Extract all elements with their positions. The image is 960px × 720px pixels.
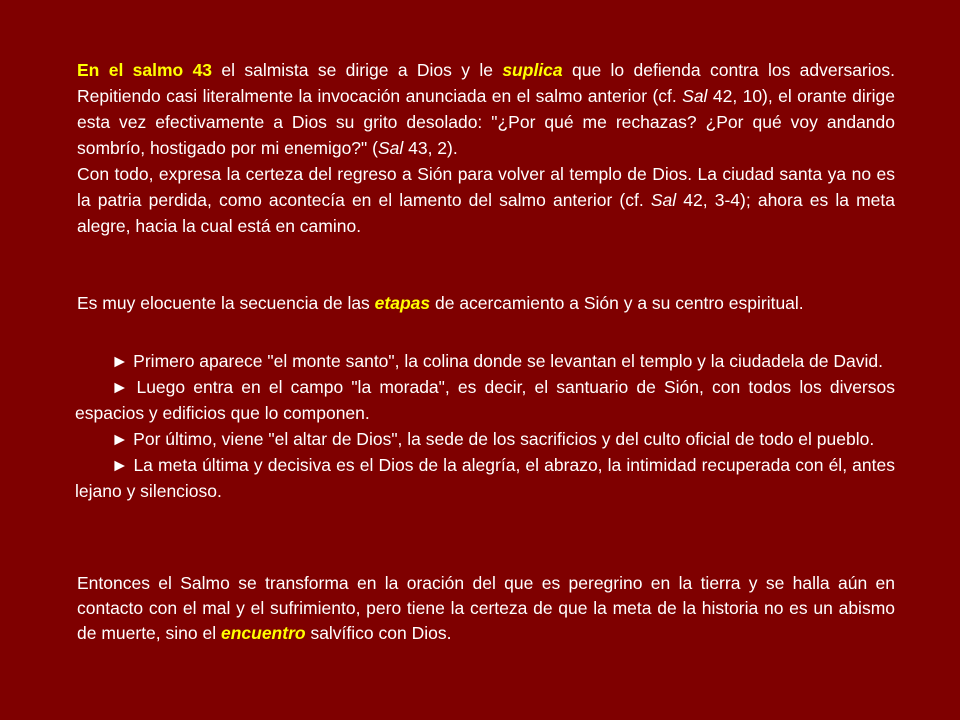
list-item: ► La meta última y decisiva es el Dios de la alegría, el abrazo, la intimidad recuperada con él, antes lejano y silencioso. <box>75 455 895 501</box>
intro-p2-text-1: Con todo, expresa la certeza del regreso a Sión para volver al templo de Dios. La ciudad santa ya no es la patria perdida, como acontecía en el lamento del salmo anterior (cf. <box>77 164 895 210</box>
intro-paragraph-1 <box>77 57 895 161</box>
intro-block <box>77 57 895 239</box>
etapas-highlight: etapas <box>374 293 431 313</box>
list-item: ► Por último, viene "el altar de Dios", la sede de los sacrificios y del culto oficial de todo el pueblo. <box>111 429 875 449</box>
stages-text-1: Es muy elocuente la secuencia de las <box>77 293 375 313</box>
conclusion-text-2: salvífico con Dios. <box>305 623 452 643</box>
conclusion-text-1: Entonces el Salmo se transforma en la oración del que es peregrino en la tierra y se halla aún en contacto con el mal y el sufrimiento, pero tiene la certeza de que la meta de la historia no es un abismo de muerte, sino el <box>77 573 895 643</box>
intro-text-4: 43, 2). <box>403 138 458 158</box>
stages-paragraph <box>77 290 895 316</box>
sal-reference-3: Sal <box>650 190 677 210</box>
intro-text-1: el salmista se dirige a Dios y le <box>212 60 503 80</box>
list-item: ► Luego entra en el campo "la morada", es decir, el santuario de Sión, con todos los diversos espacios y edificios que lo componen. <box>75 377 895 423</box>
encuentro-highlight: encuentro <box>220 623 306 643</box>
intro-text-3: 42, 10), el orante dirige esta vez efectivamente a Dios su grito desolado: "¿Por qué me rechazas? ¿Por qué voy andando sombrío, hostigado por mi enemigo?" ( <box>77 86 895 158</box>
stages-block <box>77 290 895 316</box>
stages-text-2: de acercamiento a Sión y a su centro espiritual. <box>430 293 804 313</box>
list-item: ► Primero aparece "el monte santo", la colina donde se levantan el templo y la ciudadela de David. <box>111 351 883 371</box>
sal-reference-2: Sal <box>377 138 404 158</box>
psalm-highlight: En el salmo 43 <box>77 60 213 80</box>
intro-text-2: que lo defienda contra los adversarios. Repitiendo casi literalmente la invocación anunciada en el salmo anterior (cf. <box>77 60 895 106</box>
suplica-highlight: suplica <box>502 60 563 80</box>
intro-paragraph-2 <box>77 161 895 239</box>
conclusion-paragraph <box>77 571 895 646</box>
conclusion-block <box>77 571 895 646</box>
stages-list <box>75 348 895 504</box>
sal-reference-1: Sal <box>682 86 708 106</box>
intro-p2-text-2: 42, 3-4); ahora es la meta alegre, hacia la cual está en camino. <box>77 190 895 236</box>
